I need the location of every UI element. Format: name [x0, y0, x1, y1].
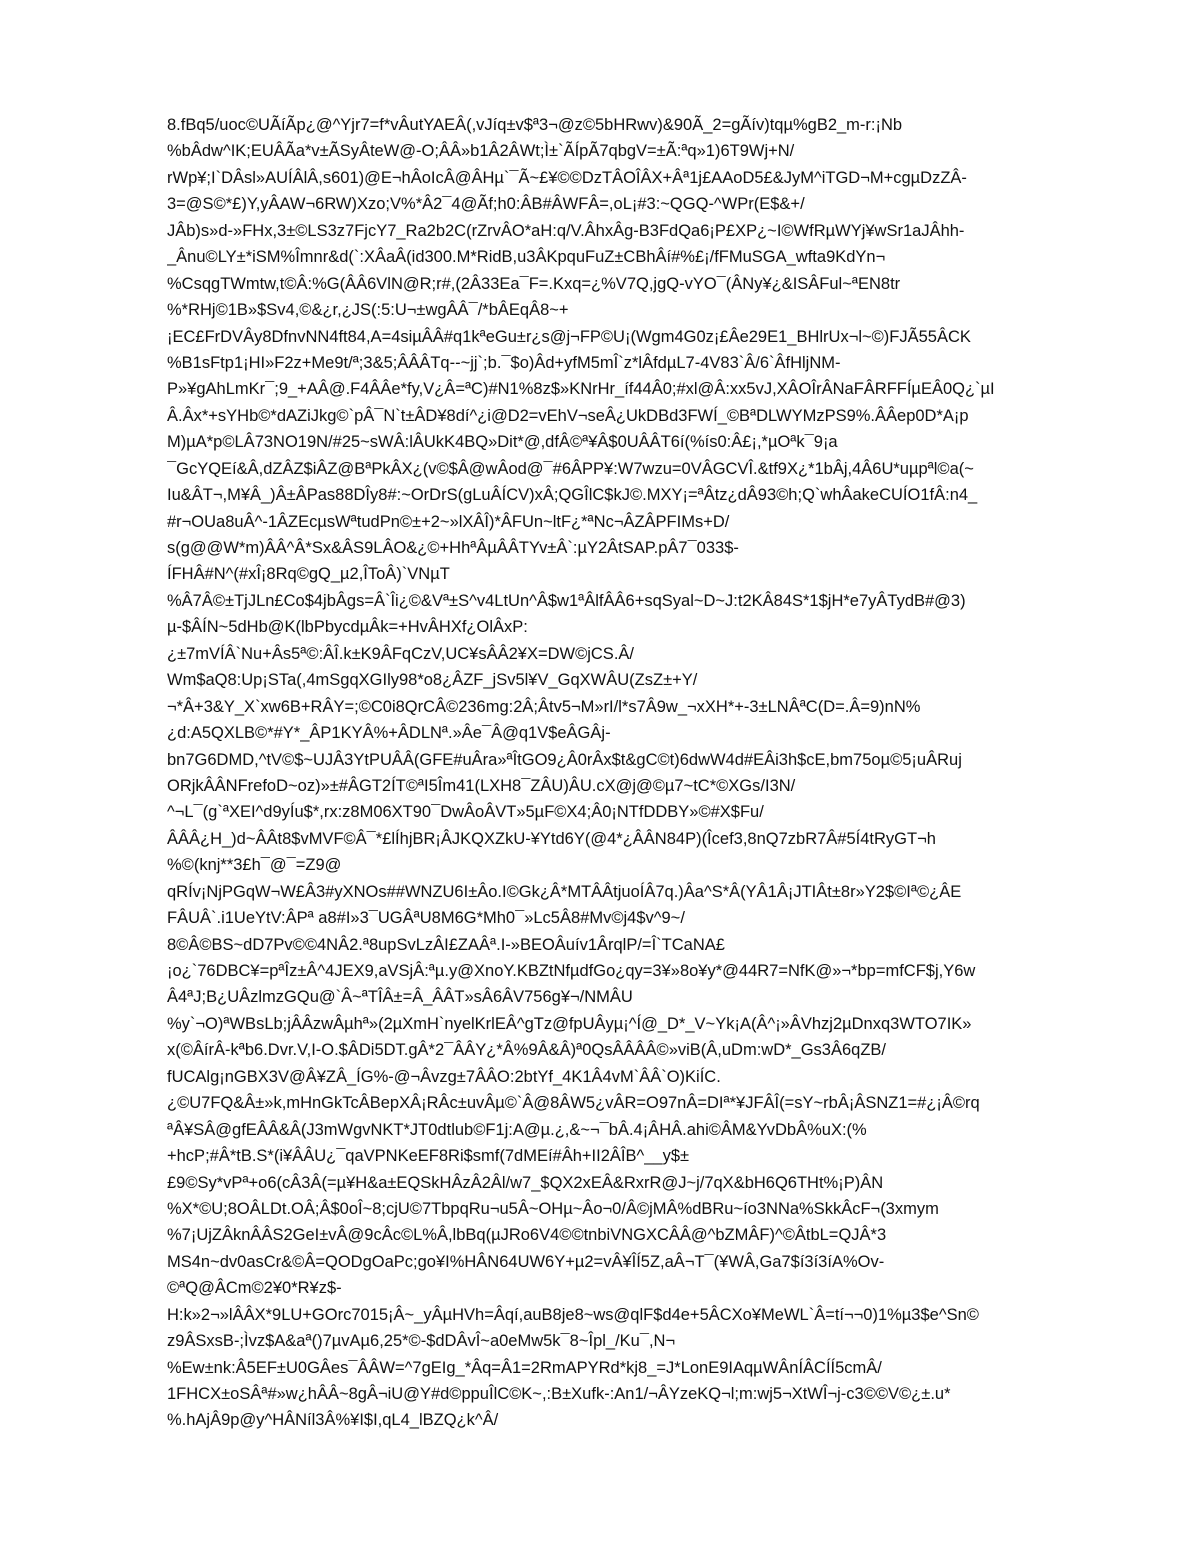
text-line: %y`¬O)ªWBsLb;jÂÂzwÂµhª»(2µXmH`nyelKrlEÂ^gTz@fpUÂyµ¡^Í@_D*_V~Yk¡A(Â^¡»ÂVhzj2µDnxq3WTO7IK»: [167, 1014, 972, 1033]
text-line: s(g@@W*m)ÂÂ^Â*Sx&ÂS9LÂO&¿©+HhªÂµÂÂTYv±Â`:µY2ÂtSAP.pÂ7¯033$-: [167, 539, 739, 557]
text-line: P»¥gAhLmKr¯;9_+AÂ@.F4ÂÂe*fy,V¿Â=ªC)#N1%8z$»KNrHr_íf44Â0;#xl@Â:xx5vJ,XÂOÎrÂNaFÂRFFÍµEÂ0Q¿`µI: [167, 380, 995, 399]
text-line: %©(knj**3£h¯@¯=Z9@: [167, 856, 342, 875]
text-line: qRÍv¡NjPGqW¬W£Â3#yXNOs##WNZU6I±Âo.I©Gk¿Â*MTÂÂtjuoÍÂ7q.)Âa^S*Â(YÂ1Â¡JTIÂt±8r»Y2$©Iª©¿ÂE: [167, 882, 962, 901]
text-line: %.hAjÂ9p@y^HÂNíl3Â%¥I$I,qL4_lBZQ¿k^Â/: [167, 1411, 499, 1430]
text-line: %CsqgTWmtw,t©Â:%G(ÂÂ6VlN@R;r#,(2Â33Ea¯F=.Kxq=¿%V7Q,jgQ-vYO¯(ÂNy¥¿&ISÂFul~ªEN8tr: [167, 274, 901, 293]
text-line: ^¬L¯(g`ªXEI^d9yÍu$*,rx:z8M06XT90¯DwÂoÂVT»5µF©X4;Â0¡NTfDDBY»©#X$Fu/: [167, 803, 764, 822]
text-line: ¬*Â+3&Y_X`xw6B+RÂY=;©C0i8QrCÂ©236mg:2Â;Âtv5¬M»rI/l*s7Â9w_¬xXH*+-3±LNÂªC(D=.Â=9)nN%: [167, 697, 921, 716]
text-line: _Ânu©LY±*iSM%Îmnr&d(`:XÂaÂ(id300.M*RidB,u3ÂKpquFuZ±CBhÂí#%£¡/fFMuSGA_wfta9KdYn¬: [167, 248, 886, 267]
text-line: %*RHj©1B»$Sv4,©&¿r,¿JS(:5:U¬±wgÂÂ¯/*bÂEqÂ8~+: [167, 301, 569, 320]
text-line: ¿©U7FQ&Â±»k,mHnGkTcÂBepXÂ¡RÂc±uvÂµ©`Â@8ÂW5¿vÂR=O97nÂ=DIª*¥JFÂÎ(=sY~rbÂ¡ÂSNZ1=#¿¡Â©rq: [167, 1094, 980, 1113]
text-line: %Ew±nk:Â5EF±U0GÂes¯ÂÂW=^7gEIg_*Âq=Â1=2RmAPYRd*kj8_=J*LonE9IAqµWÂnÍÂCÍÍ5cmÂ/: [167, 1358, 882, 1377]
text-line: Â.Âx*+sYHb©*dAZiJkg©`pÂ¯N`t±ÂD¥8dí^¿i@D2=vEhV¬seÂ¿UkDBd3FWÍ_©BªDLWYMzPS9%.ÂÂep0D*A¡p: [167, 406, 969, 425]
text-line: ÂÂÂ¿H_)d~ÂÂt8$vMVF©Â¯*£lÍhjBR¡ÂJKQXZkU-¥Ytd6Y(@4*¿ÂÂN84P)(Îcef3,8nQ7zbR7Â#5Í4tRyGT¬h: [167, 829, 936, 848]
text-line: %X*©U;8OÂLDt.OÂ;Â$0oÎ~8;cjU©7TbpqRu¬u5Â~OHµ~Âo¬0/Â©jMÂ%dBRu~ío3NNa%SkkÂcF¬(3xmym: [167, 1199, 939, 1218]
text-line: ¡o¿`76DBC¥=pªÎz±Â^4JEX9,aVSjÂ:ªµ.y@XnoY.KBZtNfµdfGo¿qy=3¥»8o¥y*@44R7=NfK@»¬*bp=mfCF$j,Y6w: [167, 962, 976, 980]
text-line: ¯GcYQEí&Â,dZÂZ$iÂZ@BªPkÂX¿(v©$Â@wÂod@¯#6ÂPP¥:W7wzu=0VÂGCVÎ.&tf9X¿*1bÂj,4Â6U*uµpªl©a(~: [167, 459, 974, 478]
text-line: FÂUÂ`.i1UeYtV:ÂPª a8#I»3¯UGÂªU8M6G*Mh0¯»Lc5Â8#Mv©j4$v^9~/: [167, 909, 685, 928]
text-line: 1FHCX±oSÂª#»w¿hÂÂ~8gÂ¬iU@Y#d©ppuÎlC©K~,:B±Xufk-:An1/¬ÂYzeKQ¬l;m:wj5¬XtWÎ¬j-c3©©V©¿±.u*: [167, 1385, 951, 1403]
text-line: 8.fBq5/uoc©UÃíÃp¿@^Yjr7=f*vÂutYAEÂ(,vJíq±v$ª3¬@z©5bHRwv)&90Ã_2=gÃív)tqµ%gB2_m-r:¡Nb: [167, 116, 903, 134]
text-line: µ-$ÂÍN~5dHb@K(lbPbycdµÂk=+HvÂHXf¿OlÂxP:: [167, 618, 528, 637]
text-line: #r¬OUa8uÂ^-1ÂZEcµsWªtudPn©±+2~»lXÂÎ)*ÂFUn~ltF¿*ªNc¬ÂZÂPFIMs+D/: [167, 512, 730, 531]
text-line: bn7G6DMD,^tV©$~UJÂ3YtPUÂÂ(GFE#uÂra»ªÎtGO9¿Â0rÂx$t&gC©t)6dwW4d#EÂi3h$cE,bm75oµ©5¡uÂRuj: [167, 750, 962, 769]
text-line: %bÂdw^IK;EUÂÃa*v±ÃSyÂteW@-O;ÂÂ»b1Â2ÂWt;Ì±`ÃÍpÃ7qbgV=±Ã:ªq»1)6T9Wj+N/: [167, 142, 795, 161]
text-line: ªÂ¥SÂ@gfEÂÂ&Â(J3mWgvNKT*JT0dtlub©F1j:A@µ.¿,&~¬¯bÂ.4¡ÂHÂ.ahi©ÂM&YvDbÂ%uX:(%: [167, 1120, 867, 1139]
text-line: ¿±7mVÍÂ`Nu+Âs5ª©:ÂÎ.k±K9ÂFqCzV,UC¥sÂÂ2¥X=DW©jCS.Â/: [167, 644, 634, 663]
text-line: x(©ÂírÂ-kªb6.Dvr.V,I-O.$ÂDi5DT.gÂ*2¯ÂÂY¿*Â%9Â&Â)ª0QsÂÂÂÂ©»viB(Â,uDm:wD*_Gs3Â6qZB/: [167, 1041, 887, 1060]
text-line: M)µA*p©LÂ73NO19N/#25~sWÂ:lÂUkK4BQ»Dit*@,dfÂ©ª¥Â$0UÂÂT6í(%ís0:Â£¡,*µOªk¯9¡a: [167, 433, 838, 452]
text-line: Â4ªJ;B¿UÂzlmzGQu@`Â~ªTÎÂ±=Â_ÂÂT»sÂ6ÂV756g¥¬/NMÂU: [167, 988, 633, 1007]
text-line: ORjkÂÂNFrefoD~oz)»±#ÂGT2ÍT©ªI5Îm41(LXH8¯ZÂU)ÂU.cX@j@©µ7~tC*©XGs/I3N/: [167, 776, 796, 795]
text-line: H:k»2¬»lÂÂX*9LU+GOrc7015¡Â~_yÂµHVh=Âqí,auB8je8~ws@qlF$d4e+5ÂCXo¥MeWL`Â=tí¬¬0)1%µ3$e^Sn©: [167, 1305, 979, 1324]
text-line: z9ÂSxsB-;Ìvz$A&aª()7µvAµ6,25*©-$dDÂvÎ~a0eMw5k¯8~Îpl_/Ku¯,N¬: [167, 1332, 676, 1351]
text-line: %B1sFtp1¡HI»F2z+Me9t/ª;3&5;ÂÂÂTq--~jj`;b.¯$o)Âd+yfM5mÎ`z*lÂfdµL7-4V83`Â/6`ÂfHljNM-: [167, 353, 841, 372]
text-line: 3=@S©*£)Y,yÂAW¬6RW)Xzo;V%*Â2¯4@Ãf;h0:ÂB#ÂWFÂ=,oL¡#3:~QGQ-^WPr(E$&+/: [167, 195, 805, 214]
text-line: +hcP;#Â*tB.S*(i¥ÂÂU¿¯qaVPNKeEF8Ri$smf(7dMEí#Âh+II2ÂÎB^__y$±: [167, 1147, 690, 1166]
text-line: £9©Sy*vPª+o6(cÂ3Â(=µ¥H&a±EQSkHÂzÂ2Âl/w7_$QX2xEÂ&RxrR@J~j/7qX&bH6Q6THt%¡P)ÂN: [167, 1173, 884, 1192]
text-line: rWp¥;I`DÂsl»AUÍÂlÂ,s601)@E¬hÂoIcÂ@ÂHµ`¯Ã~£¥©©DzTÂOÎÂX+Âª1j£AAoD5£&JyM^iTGD¬M+cgµDzZÂ-: [167, 168, 967, 187]
text-line: %7¡UjZÂknÂÂS2GeI±vÂ@9cÂc©L%Â,lbBq(µJRo6V4©©tnbiVNGXCÂÂ@^bZMÂF)^©ÂtbL=QJÂ*3: [167, 1226, 887, 1245]
text-line: JÂb)s»d-»FHx,3±©LS3z7FjcY7_Ra2b2C(rZrvÂO*aH:q/V.ÂhxÂg-B3FdQa6¡P£XP¿~I©WfRµWYj¥wSr1aJÂhh-: [167, 221, 965, 240]
text-line: Wm$aQ8:Up¡STa(,4mSgqXGIly98*o8¿ÂZF_jSv5l¥V_GqXWÂU(ZsZ±+Y/: [167, 671, 698, 690]
text-line: ¿d:A5QXLB©*#Y*_ÂP1KYÂ%+ÂDLNª.»Âe¯Â@q1V$eÂGÂj-: [167, 724, 611, 743]
document-body: [167, 112, 1127, 1434]
text-line: %Â7Â©±TjJLn£Co$4jbÂgs=Â`Îi¿©&Vª±S^v4LtUn^Â$w1ªÂlfÂÂ6+sqSyal~D~J:t2KÂ84S*1$jH*e7yÂTydB#@3): [167, 591, 966, 610]
text-line: ¡EC£FrDVÂy8DfnvNN4ft84,A=4siµÂÂ#q1kªeGu±r¿s@j¬FP©U¡(Wgm4G0z¡£Âe29E1_BHlrUx¬l~©)FJÃ55ÂCK: [167, 327, 971, 346]
text-line: ÍFHÂ#N^(#xÎ¡8Rq©gQ_µ2,ÎToÂ)`VNµT: [167, 565, 450, 584]
text-line: ©ªQ@ÂCm©2¥0*R¥z$-: [167, 1279, 342, 1298]
text-line: 8©Â©BS~dD7Pv©©4NÂ2.ª8upSvLzÂI£ZAÂª.I-»BEOÂuív1ÂrqlP/=Î`TCaNA£: [167, 935, 725, 954]
text-line: Iu&ÂT¬,M¥Â_)Â±ÂPas88DÎy8#:~OrDrS(gLuÂÍCV)xÂ;QGÎlC$kJ©.MXY¡=ªÂtz¿dÂ93©h;Q`whÂakeCUÍO1fÂ:n4_: [167, 486, 978, 505]
text-line: fUCAlg¡nGBX3V@Â¥ZÂ_ÍG%-@¬Âvzg±7ÂÂO:2btYf_4K1Â4vM`ÂÂ`O)KiÍC.: [167, 1067, 721, 1086]
text-line: MS4n~dv0asCr&©Â=QODgOaPc;go¥I%HÂN64UW6Y+µ2=vÂ¥ÎÍ5Z,aÂ¬T¯(¥WÂ,Ga7$í3í3íA%Ov-: [167, 1252, 885, 1271]
